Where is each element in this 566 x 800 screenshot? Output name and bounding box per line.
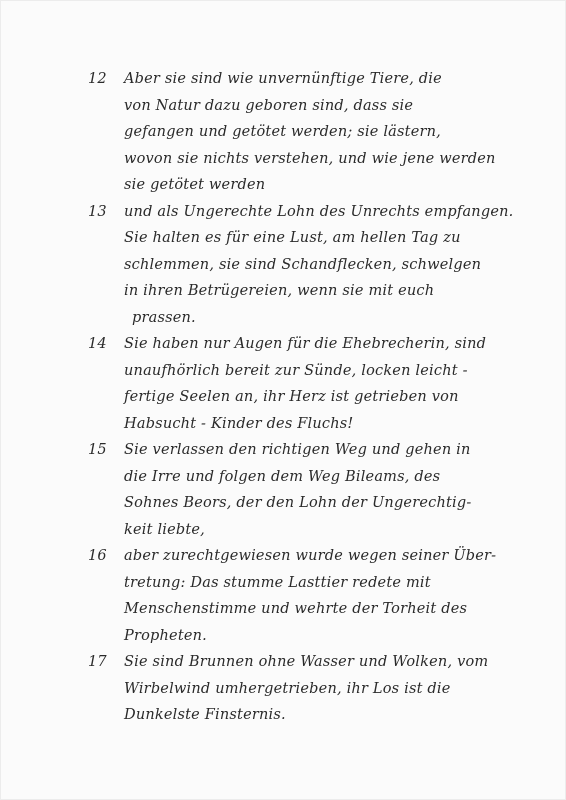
verse-line: in ihren Betrügereien, wenn sie mit euch — [124, 283, 435, 299]
verse-15 — [88, 437, 544, 543]
verse-line: Habsucht - Kinder des Fluchs! — [124, 415, 354, 432]
verse-17 — [88, 649, 544, 729]
verse-line: Aber sie sind wie unvernünftige Tiere, die — [124, 71, 442, 87]
verse-text — [124, 649, 544, 729]
verse-text — [124, 199, 544, 332]
verse-line: sie getötet werden — [124, 177, 266, 193]
verse-line: und als Ungerechte Lohn des Unrechts empfangen. — [124, 203, 514, 220]
verse-text — [124, 66, 544, 199]
verse-14 — [88, 331, 544, 437]
verse-line: tretung: Das stumme Lasttier redete mit — [124, 574, 431, 591]
verse-line: von Natur dazu geboren sind, dass sie — [124, 97, 414, 114]
verse-line: aber zurechtgewiesen wurde wegen seiner Über- — [124, 548, 497, 564]
verse-line: Menschenstimme und wehrte der Torheit des — [124, 601, 468, 617]
verse-line: Sie haben nur Augen für die Ehebrecherin, sind — [124, 336, 487, 352]
verse-line: wovon sie nichts verstehen, und wie jene werden — [124, 150, 496, 167]
verse-line: Sie verlassen den richtigen Weg und gehen in — [124, 442, 471, 458]
verse-line: Wirbelwind umhergetrieben, ihr Los ist die — [124, 680, 451, 697]
verse-text — [124, 543, 544, 649]
verse-12 — [88, 66, 544, 199]
verse-13 — [88, 199, 544, 332]
verse-line: gefangen und getötet werden; sie lästern, — [124, 124, 441, 140]
verse-line: Sie halten es für eine Lust, am hellen Tag zu — [124, 230, 461, 246]
verse-text — [124, 331, 544, 437]
verse-number: 12 — [88, 71, 107, 87]
verse-line: schlemmen, sie sind Schandflecken, schwelgen — [124, 256, 482, 273]
page-text — [88, 66, 544, 729]
verse-number: 13 — [88, 203, 107, 220]
verse-line: keit liebte, — [124, 521, 205, 538]
verse-number: 17 — [88, 654, 107, 670]
verse-line: Sohnes Beors, der den Lohn der Ungerechtig- — [124, 495, 472, 511]
verse-line: prassen. — [132, 309, 196, 326]
verse-number: 15 — [88, 442, 107, 458]
verse-line: Sie sind Brunnen ohne Wasser und Wolken, vom — [124, 654, 489, 670]
verse-16 — [88, 543, 544, 649]
verse-text — [124, 437, 544, 543]
verse-line: die Irre und folgen dem Weg Bileams, des — [124, 468, 441, 485]
verse-line: Dunkelste Finsternis. — [124, 707, 286, 723]
verse-number: 14 — [88, 336, 107, 352]
verse-line: Propheten. — [124, 627, 207, 644]
verse-number: 16 — [88, 548, 107, 564]
verse-line: unaufhörlich bereit zur Sünde, locken leicht - — [124, 362, 468, 379]
verse-line: fertige Seelen an, ihr Herz ist getrieben von — [124, 389, 459, 405]
